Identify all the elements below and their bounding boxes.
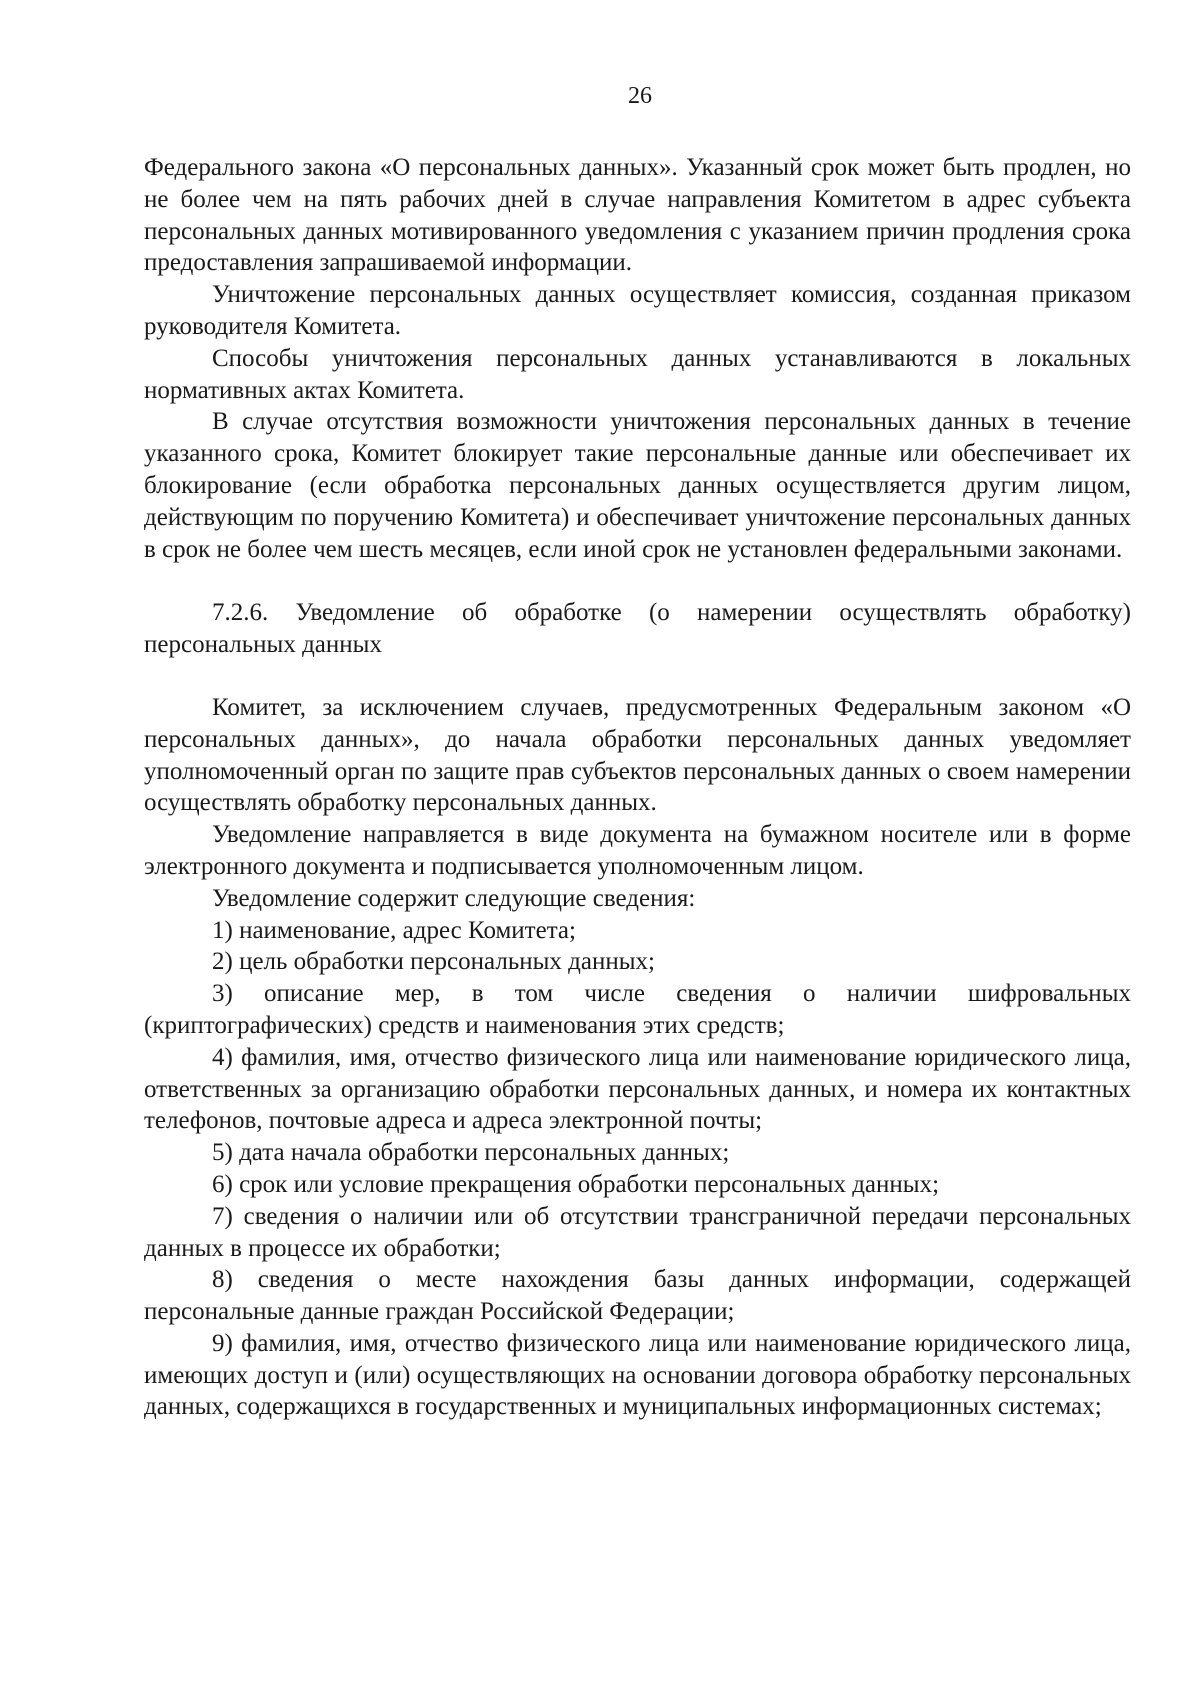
body-paragraph: Уведомление содержит следующие сведения: <box>212 884 696 912</box>
body-paragraph: В случае отсутствия возможности уничтожения персональных данных в течение указанного срока, Комитет блокирует такие персональные данные или обеспечивает их блокирование (если обработка персональных данных осуществляется другим лицом, действующим по поручению Комитета) и обеспечивает уничтожение персональных данных в срок не более чем шесть месяцев, если иной срок не установлен федеральными законами. <box>144 408 1131 563</box>
list-item: 6) срок или условие прекращения обработки персональных данных; <box>212 1170 940 1198</box>
list-item: 8) сведения о месте нахождения базы данных информации, содержащей персональные данные граждан Российской Федерации; <box>144 1266 1131 1326</box>
list-item: 7) сведения о наличии или об отсутствии трансграничной передачи персональных данных в процессе их обработки; <box>144 1202 1131 1262</box>
page-number: 26 <box>628 83 652 109</box>
list-item: 1) наименование, адрес Комитета; <box>212 916 576 944</box>
section-heading: 7.2.6. Уведомление об обработке (о намерении осуществлять обработку) персональных данных <box>144 599 1131 659</box>
body-paragraph: Уничтожение персональных данных осуществляет комиссия, созданная приказом руководителя Комитета. <box>144 281 1131 340</box>
page-body <box>144 152 1131 1423</box>
body-paragraph: Комитет, за исключением случаев, предусмотренных Федеральным законом «О персональных данных», до начала обработки персональных данных уведомляет уполномоченный орган по защите прав субъектов персональных данных о своем намерении осуществлять обработку персональных данных. <box>144 693 1131 817</box>
list-item: 2) цель обработки персональных данных; <box>212 948 655 976</box>
list-item: 4) фамилия, имя, отчество физического лица или наименование юридического лица, ответственных за организацию обработки персональных данных, и номера их контактных телефонов, почтовые адреса и адреса электронной почты; <box>144 1043 1131 1135</box>
list-item: 3) описание мер, в том числе сведения о наличии шифровальных (криптографических) средств и наименования этих средств; <box>144 980 1131 1039</box>
continuation-paragraph: Федерального закона «О персональных данных». Указанный срок может быть продлен, но не более чем на пять рабочих дней в случае направления Комитетом в адрес субъекта персональных данных мотивированного уведомления с указанием причин продления срока предоставления запрашиваемой информации. <box>144 154 1131 277</box>
list-item: 9) фамилия, имя, отчество физического лица или наименование юридического лица, имеющих доступ и (или) осуществляющих на основании договора обработку персональных данных, содержащихся в государственных и муниципальных информационных системах; <box>144 1329 1131 1421</box>
list-item: 5) дата начала обработки персональных данных; <box>212 1139 730 1167</box>
body-paragraph: Способы уничтожения персональных данных устанавливаются в локальных нормативных актах Комитета. <box>144 344 1131 404</box>
body-paragraph: Уведомление направляется в виде документа на бумажном носителе или в форме электронного документа и подписывается уполномоченным лицом. <box>144 821 1131 880</box>
